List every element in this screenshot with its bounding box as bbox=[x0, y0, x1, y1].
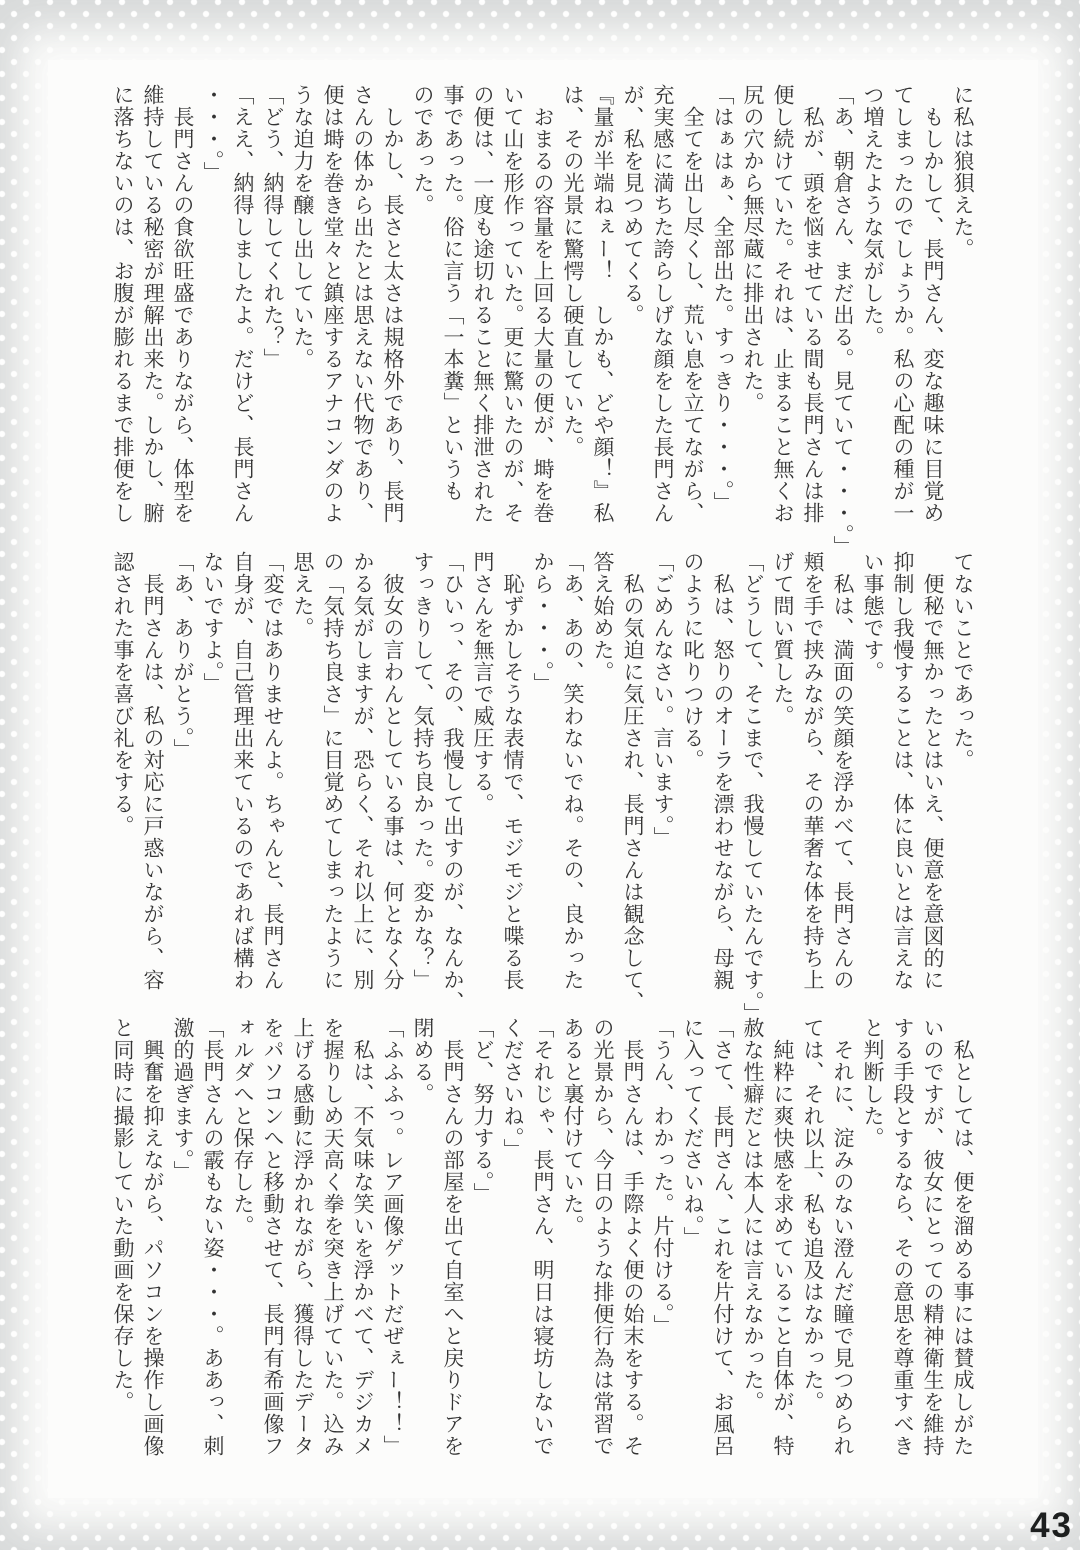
text-column: げて問い質した。 bbox=[771, 551, 795, 727]
text-column: ないですよ。」 bbox=[201, 551, 225, 695]
text-column: 自身が、自己管理出来ているのであれば構わ bbox=[231, 551, 255, 991]
text-column: の光景から、今日のような排便行為は常習で bbox=[591, 1017, 615, 1457]
text-column: あると裏付けていた。 bbox=[561, 1017, 585, 1237]
text-column: 「さて、長門さん、これを片付けて、お風呂 bbox=[711, 1017, 735, 1457]
text-column: の便は、一度も途切れること無く排泄された bbox=[471, 84, 495, 524]
text-column: 思えた。 bbox=[291, 551, 315, 639]
text-column: 便秘で無かったとはいえ、便意を意図的に bbox=[921, 551, 945, 991]
text-column: 激的過ぎます。」 bbox=[171, 1017, 195, 1183]
text-section-middle bbox=[108, 551, 978, 1025]
text-column: と同時に撮影していた動画を保存した。 bbox=[111, 1017, 135, 1413]
text-column: それに、淀みのない澄んだ瞳で見つめられ bbox=[831, 1017, 855, 1457]
text-column: は、その光景に驚愕し硬直していた。 bbox=[561, 84, 585, 458]
text-column: てしまったのでしょうか。私の心配の種が一 bbox=[891, 84, 915, 524]
text-column: する手段とするなら、その意思を尊重すべき bbox=[891, 1017, 915, 1457]
text-column: 事であった。俗に言う「一本糞」というも bbox=[441, 84, 465, 502]
text-column: しかし、長さと太さは規格外であり、長門 bbox=[381, 84, 405, 524]
text-column: のように叱りつける。 bbox=[681, 551, 705, 771]
text-column: 「ごめんなさい。言います。」 bbox=[651, 551, 675, 849]
text-column: ては、それ以上、私も追及はなかった。 bbox=[801, 1017, 825, 1413]
text-column: 答え始めた。 bbox=[591, 551, 615, 683]
text-column: うな迫力を醸し出していた。 bbox=[291, 84, 315, 370]
text-section-bottom bbox=[108, 1017, 978, 1485]
text-column: 上げる感動に浮かれながら、獲得したデータ bbox=[291, 1017, 315, 1457]
text-column: さんの体から出たとは思えない代物であり、 bbox=[351, 84, 375, 524]
text-column: 「どう、納得してくれた？」 bbox=[261, 84, 285, 370]
text-column: 私は、不気味な笑いを浮かべて、デジカメ bbox=[351, 1017, 375, 1457]
text-column: 私が、頭を悩ませている間も長門さんは排 bbox=[801, 84, 825, 524]
text-column: 私は、満面の笑顔を浮かべて、長門さんの bbox=[831, 551, 855, 991]
text-column: 『量が半端ねぇー！ しかも、どや顔！』私 bbox=[591, 84, 615, 524]
text-column: 恥ずかしそうな表情で、モジモジと喋る長 bbox=[501, 551, 525, 991]
text-column: 彼女の言わんとしている事は、何となく分 bbox=[381, 551, 405, 991]
text-column: 「あ、朝倉さん、まだ出る。見ていて・・・。」 bbox=[831, 84, 855, 558]
text-column: 認された事を喜び礼をする。 bbox=[111, 551, 135, 837]
text-column: 長門さんの部屋を出て自室へと戻りドアを bbox=[441, 1017, 465, 1457]
text-column: 私としては、便を溜める事には賛成しがた bbox=[951, 1017, 975, 1457]
text-column: 維持している秘密が理解出来た。しかし、腑 bbox=[141, 84, 165, 524]
text-column: 便し続けていた。それは、止まること無くお bbox=[771, 84, 795, 524]
text-column: 私は、怒りのオーラを漂わせながら、母親 bbox=[711, 551, 735, 991]
text-column: に入ってくださいね。」 bbox=[681, 1017, 705, 1249]
text-column: 全てを出し尽くし、荒い息を立てながら、 bbox=[681, 84, 705, 524]
text-column: 「あ、ありがとう。」 bbox=[171, 551, 195, 761]
text-column: 尻の穴から無尽蔵に排出された。 bbox=[741, 84, 765, 414]
text-column: くださいね。」 bbox=[501, 1017, 525, 1161]
text-column: 充実感に満ちた誇らしげな顔をした長門さん bbox=[651, 84, 675, 524]
text-column: い事態です。 bbox=[861, 551, 885, 683]
text-column: のであった。 bbox=[411, 84, 435, 216]
text-column: 門さんを無言で威圧する。 bbox=[471, 551, 495, 815]
page-number: 43 bbox=[1030, 1506, 1073, 1545]
text-column: ・・・。」 bbox=[201, 84, 225, 184]
text-column: 「どうして、そこまで、我慢していたんです。」 bbox=[741, 551, 765, 1025]
text-column: すっきりして、気持ち良かった。変かな？」 bbox=[411, 551, 435, 991]
text-column: おまるの容量を上回る大量の便が、塒を巻 bbox=[531, 84, 555, 524]
text-column: ォルダへと保存した。 bbox=[231, 1017, 255, 1237]
text-column: をパソコンへと移動させて、長門有希画像フ bbox=[261, 1017, 285, 1457]
text-column: 「うん、わかった。片付ける。」 bbox=[651, 1017, 675, 1337]
text-column: 長門さんは、私の対応に戸惑いながら、容 bbox=[141, 551, 165, 991]
text-column: 「それじゃ、長門さん、明日は寝坊しないで bbox=[531, 1017, 555, 1457]
text-column: 「長門さんの霰もない姿・・・。ああっ、刺 bbox=[201, 1017, 225, 1457]
text-column: 長門さんの食欲旺盛でありながら、体型を bbox=[171, 84, 195, 524]
text-column: つ増えたような気がした。 bbox=[861, 84, 885, 348]
text-column: かる気がしますが、恐らく、それ以上に、別 bbox=[351, 551, 375, 991]
text-column: に私は狼狽えた。 bbox=[951, 84, 975, 260]
text-column: 長門さんは、手際よく便の始末をする。そ bbox=[621, 1017, 645, 1457]
text-column: 「ええ、納得しましたよ。だけど、長門さん bbox=[231, 84, 255, 524]
text-column: が、私を見つめてくる。 bbox=[621, 84, 645, 326]
text-column: 興奮を抑えながら、パソコンを操作し画像 bbox=[141, 1017, 165, 1457]
text-column: 「ど、努力する。」 bbox=[471, 1017, 495, 1205]
text-column: を握りしめ天高く拳を突き上げていた。込み bbox=[321, 1017, 345, 1457]
text-column: 便は塒を巻き堂々と鎮座するアナコンダのよ bbox=[321, 84, 345, 524]
text-column: もしかして、長門さん、変な趣味に目覚め bbox=[921, 84, 945, 524]
text-column: に落ちないのは、お腹が膨れるまで排便をし bbox=[111, 84, 135, 524]
text-column: いて山を形作っていた。更に驚いたのが、そ bbox=[501, 84, 525, 524]
text-column: から・・・。」 bbox=[531, 551, 555, 695]
text-column: 閉める。 bbox=[411, 1017, 435, 1105]
text-column: 「ふふふっ。レア画像ゲットだぜぇー！！」 bbox=[381, 1017, 405, 1457]
text-column: 私の気迫に気圧され、長門さんは観念して、 bbox=[621, 551, 645, 1013]
text-column: 頬を手で挟みながら、その華奢な体を持ち上 bbox=[801, 551, 825, 991]
text-column: の「気持ち良さ」に目覚めてしまったように bbox=[321, 551, 345, 991]
text-column: 純粋に爽快感を求めていること自体が、特 bbox=[771, 1017, 795, 1457]
text-column: 赦な性癖だとは本人には言えなかった。 bbox=[741, 1017, 765, 1413]
text-column: いのですが、彼女にとっての精神衛生を維持 bbox=[921, 1017, 945, 1457]
text-section-top bbox=[108, 84, 978, 558]
text-column: と判断した。 bbox=[861, 1017, 885, 1149]
text-column: 「あ、あの、笑わないでね。その、良かった bbox=[561, 551, 585, 991]
text-column: てないことであった。 bbox=[951, 551, 975, 771]
text-column: 「ひいっ、その、我慢して出すのが、なんか、 bbox=[441, 551, 465, 1013]
text-column: 抑制し我慢することは、体に良いとは言えな bbox=[891, 551, 915, 991]
text-column: 「はぁはぁ、全部出た。すっきり・・・。」 bbox=[711, 84, 735, 514]
text-column: 「変ではありませんよ。ちゃんと、長門さん bbox=[261, 551, 285, 991]
